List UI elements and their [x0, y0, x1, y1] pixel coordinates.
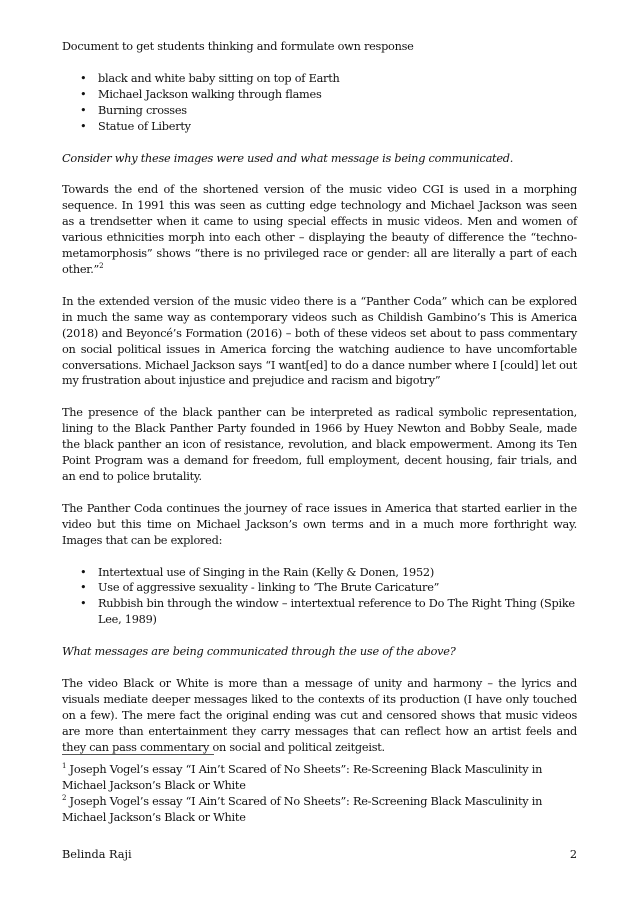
footnote-number: 2 — [62, 793, 67, 802]
footnotes — [62, 762, 577, 826]
prompt-messages-question: What messages are being communicated through the use of the above? — [62, 645, 456, 659]
bullet-icon: • — [80, 581, 87, 595]
list-item: • Use of aggressive sexuality - linking to ‘The Brute Caricature” — [80, 581, 440, 595]
footnote-divider — [62, 754, 214, 755]
paragraph-conclusion: The video Black or White is more than a message of unity and harmony – the lyrics and visuals mediate deeper messages liked to the contexts of its production (I have only touched on a few). The mere fact the original ending was cut and censored shows that music videos are more than entertainment they carry messages that can reflect how an artist feels and they can pass commentary on social and political zeitgeist. — [62, 677, 577, 754]
list-item: • Burning crosses — [80, 103, 187, 117]
footnote-2: $^2$ Joseph Vogel’s essay “I Ain’t Scared of No Sheets”: Re-Screening Black Masculinity in Michael Jackson’s Black or White — [62, 793, 543, 824]
paragraph-race-issues: The Panther Coda continues the journey of race issues in America that started earlier in the video but this time on Michael Jackson’s own terms and in a much more forthright way. Images that can be explored: — [62, 501, 577, 547]
images-bullet-list — [62, 71, 577, 135]
list-item: • black and white baby sitting on top of Earth — [80, 71, 340, 85]
footnote-1: $^1$ Joseph Vogel’s essay “I Ain’t Scared of No Sheets”: Re-Screening Black Masculinity in Michael Jackson’s Black or White — [62, 762, 543, 792]
list-item: • Intertextual use of Singing in the Rain (Kelly & Donen, 1952) — [80, 565, 435, 579]
footnote-ref: 2 — [99, 261, 104, 270]
paragraph-panther-coda: In the extended version of the music video there is a “Panther Coda” which can be explored in much the same way as contemporary videos such as Childish Gambino’s This is America (2018) and Beyoncé’s Formation (2016) – both of these videos set about to pass commentary on social political issues in America forcing the watching audience to have uncomfortable conversations. Michael Jackson says “I want[ed] to do a dance number where I [could] let out my frustration about injustice and prejudice and racism and bigotry” — [62, 294, 577, 388]
prompt-images-question: Consider why these images were used and what message is being communicated. — [62, 151, 514, 165]
bullet-icon: • — [80, 71, 87, 85]
list-item: • Rubbish bin through the window – intertextual reference to Do The Right Thing (Spike Lee, 1989) — [80, 597, 575, 627]
list-item: • Statue of Liberty — [80, 119, 191, 133]
bullet-icon: • — [80, 87, 87, 101]
footnote-number: 1 — [62, 762, 67, 770]
bullet-icon: • — [80, 103, 87, 117]
intro-line: Document to get students thinking and formulate own response — [62, 40, 414, 53]
document-body — [62, 39, 577, 772]
bullet-icon: • — [80, 565, 87, 579]
explore-bullet-list — [62, 565, 577, 629]
bullet-icon: • — [80, 119, 87, 133]
paragraph-cgi-morphing: Towards the end of the shortened version of the music video CGI is used in a morphing sequence. In 1991 this was seen as cutting edge technology and Michael Jackson was seen as a trendsetter when it came to using special effects in music videos. Men and women of various ethnicities morph into each other – displaying the beauty of difference the “techno-metamorphosis” shows “there is no privileged race or gender: all are literally a part of each other.”$^2$ — [62, 183, 577, 276]
list-item: • Michael Jackson walking through flames — [80, 87, 322, 101]
paragraph-black-panther: The presence of the black panther can be interpreted as radical symbolic representation, lining to the Black Panther Party founded in 1966 by Huey Newton and Bobby Seale, made the black panther an icon of resistance, revolution, and black empowerment. Among its Ten Point Program was a demand for freedom, full employment, decent housing, fair trials, and an end to police brutality. — [62, 406, 577, 483]
footer-author: Belinda Raji — [62, 848, 132, 861]
bullet-icon: • — [80, 597, 87, 611]
page-number: 2 — [569, 848, 577, 861]
